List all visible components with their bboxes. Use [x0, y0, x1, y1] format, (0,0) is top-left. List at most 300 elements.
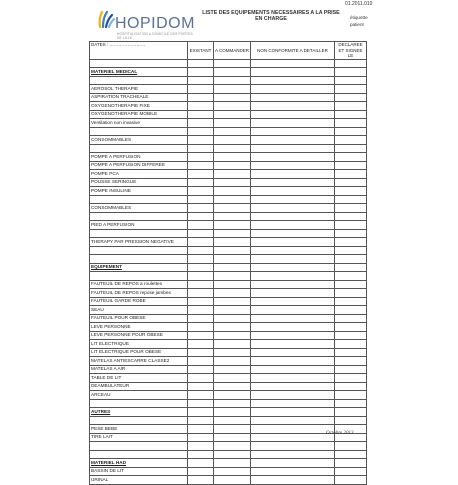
checklist-cell[interactable] [214, 212, 251, 221]
checklist-cell[interactable] [188, 85, 214, 94]
checklist-cell[interactable] [251, 433, 335, 442]
checklist-cell[interactable] [188, 459, 214, 468]
checklist-cell[interactable] [335, 187, 367, 196]
checklist-cell[interactable] [214, 280, 251, 289]
row-label [90, 59, 188, 68]
checklist-cell[interactable] [214, 442, 251, 451]
checklist-cell[interactable] [251, 408, 335, 417]
table-row [90, 144, 367, 153]
checklist-cell[interactable] [251, 221, 335, 230]
checklist-cell[interactable] [335, 459, 367, 468]
checklist-cell[interactable] [214, 348, 251, 357]
row-label: FAUTEUIL DE REPOS repose jambes [90, 289, 188, 298]
checklist-cell[interactable] [335, 68, 367, 77]
table-row [90, 382, 367, 391]
row-label: MATERIEL MEDICAL [90, 68, 188, 77]
checklist-cell[interactable] [214, 238, 251, 247]
table-row [90, 127, 367, 136]
row-label: MATERIEL HAD [90, 459, 188, 468]
checklist-cell[interactable] [251, 229, 335, 238]
checklist-cell[interactable] [251, 144, 335, 153]
table-row [90, 76, 367, 85]
checklist-cell[interactable] [335, 212, 367, 221]
logo-tagline: HOSPITALISATION A DOMICILE DES PORTES DE LILLE [117, 32, 193, 40]
checklist-cell[interactable] [188, 246, 214, 255]
table-row [90, 289, 367, 298]
row-label: CONSOMMABLES [90, 136, 188, 145]
checklist-cell[interactable] [251, 68, 335, 77]
table-row [90, 59, 367, 68]
checklist-cell[interactable] [251, 255, 335, 264]
checklist-cell[interactable] [188, 255, 214, 264]
column-header-declaree: DECLAREE ET SIGNEE LE [335, 42, 367, 60]
checklist-cell[interactable] [335, 102, 367, 111]
checklist-cell[interactable] [335, 391, 367, 400]
checklist-cell[interactable] [188, 340, 214, 349]
checklist-cell[interactable] [251, 331, 335, 340]
checklist-cell[interactable] [251, 204, 335, 213]
checklist-cell[interactable] [251, 161, 335, 170]
logo-wordmark: HOPIDOM [115, 15, 195, 32]
checklist-cell[interactable] [188, 195, 214, 204]
table-row [90, 246, 367, 255]
checklist-cell[interactable] [251, 297, 335, 306]
table-row [90, 170, 367, 179]
checklist-cell[interactable] [335, 348, 367, 357]
checklist-cell[interactable] [188, 221, 214, 230]
row-label [90, 195, 188, 204]
checklist-cell[interactable] [214, 195, 251, 204]
checklist-cell[interactable] [188, 170, 214, 179]
checklist-cell[interactable] [188, 425, 214, 434]
checklist-cell[interactable] [214, 229, 251, 238]
checklist-cell[interactable] [188, 357, 214, 366]
hopidom-logo [96, 9, 196, 43]
checklist-cell[interactable] [214, 289, 251, 298]
checklist-cell[interactable] [251, 238, 335, 247]
checklist-cell[interactable] [214, 59, 251, 68]
checklist-cell[interactable] [251, 306, 335, 315]
row-label: LEVE PERSONNE [90, 323, 188, 332]
checklist-cell[interactable] [188, 382, 214, 391]
column-header-existant: EXISTANT [188, 42, 214, 60]
checklist-cell[interactable] [251, 442, 335, 451]
checklist-cell[interactable] [251, 170, 335, 179]
checklist-cell[interactable] [188, 59, 214, 68]
checklist-cell[interactable] [188, 331, 214, 340]
checklist-cell[interactable] [214, 399, 251, 408]
checklist-cell[interactable] [188, 348, 214, 357]
checklist-cell[interactable] [335, 221, 367, 230]
checklist-cell[interactable] [214, 102, 251, 111]
checklist-cell[interactable] [251, 476, 335, 485]
checklist-cell[interactable] [335, 127, 367, 136]
checklist-cell[interactable] [188, 272, 214, 281]
checklist-cell[interactable] [188, 212, 214, 221]
table-row [90, 442, 367, 451]
checklist-cell[interactable] [335, 272, 367, 281]
checklist-cell[interactable] [251, 263, 335, 272]
checklist-cell[interactable] [188, 280, 214, 289]
table-row [90, 467, 367, 476]
checklist-cell[interactable] [335, 374, 367, 383]
row-label: ARCEAU [90, 391, 188, 400]
checklist-cell[interactable] [251, 59, 335, 68]
checklist-cell[interactable] [214, 272, 251, 281]
checklist-cell[interactable] [251, 85, 335, 94]
checklist-cell[interactable] [214, 144, 251, 153]
checklist-cell[interactable] [188, 153, 214, 162]
table-row [90, 238, 367, 247]
checklist-cell[interactable] [251, 272, 335, 281]
table-row [90, 255, 367, 264]
table-row [90, 178, 367, 187]
table-row [90, 93, 367, 102]
checklist-cell[interactable] [251, 399, 335, 408]
checklist-cell[interactable] [188, 204, 214, 213]
checklist-cell[interactable] [214, 119, 251, 128]
checklist-cell[interactable] [188, 323, 214, 332]
checklist-cell[interactable] [251, 374, 335, 383]
row-label [90, 399, 188, 408]
checklist-cell[interactable] [188, 76, 214, 85]
checklist-cell[interactable] [251, 425, 335, 434]
checklist-cell[interactable] [214, 204, 251, 213]
checklist-cell[interactable] [335, 93, 367, 102]
checklist-cell[interactable] [251, 340, 335, 349]
row-label: DEAMBULATEUR [90, 382, 188, 391]
checklist-cell[interactable] [214, 357, 251, 366]
checklist-cell[interactable] [335, 204, 367, 213]
checklist-cell[interactable] [251, 136, 335, 145]
table-row [90, 425, 367, 434]
checklist-cell[interactable] [335, 467, 367, 476]
row-label [90, 212, 188, 221]
checklist-cell[interactable] [335, 280, 367, 289]
table-row [90, 323, 367, 332]
checklist-cell[interactable] [214, 85, 251, 94]
checklist-cell[interactable] [251, 289, 335, 298]
table-row [90, 161, 367, 170]
checklist-cell[interactable] [188, 187, 214, 196]
row-label: MATELAS ANTIESCARRE CLASSE2 [90, 357, 188, 366]
table-row [90, 306, 367, 315]
checklist-cell[interactable] [214, 382, 251, 391]
checklist-cell[interactable] [188, 289, 214, 298]
checklist-cell[interactable] [214, 170, 251, 179]
table-row [90, 340, 367, 349]
checklist-cell[interactable] [188, 136, 214, 145]
table-row [90, 153, 367, 162]
checklist-cell[interactable] [214, 476, 251, 485]
column-header-a-commander: A COMMANDER [214, 42, 251, 60]
checklist-cell[interactable] [251, 153, 335, 162]
checklist-cell[interactable] [188, 306, 214, 315]
checklist-cell[interactable] [188, 238, 214, 247]
checklist-cell[interactable] [188, 374, 214, 383]
checklist-cell[interactable] [251, 382, 335, 391]
row-label [90, 255, 188, 264]
checklist-cell[interactable] [251, 127, 335, 136]
checklist-cell[interactable] [251, 76, 335, 85]
checklist-cell[interactable] [251, 119, 335, 128]
checklist-cell[interactable] [214, 408, 251, 417]
checklist-cell[interactable] [214, 110, 251, 119]
checklist-cell[interactable] [251, 391, 335, 400]
checklist-cell[interactable] [214, 161, 251, 170]
row-label: LEVE PERSONNE POUR OBESE [90, 331, 188, 340]
row-label [90, 144, 188, 153]
row-label: POMPE A PERFUSION [90, 153, 188, 162]
row-label: PIED A PERFUSION [90, 221, 188, 230]
column-header-dates[interactable]: DATES : …………………… [90, 42, 188, 60]
row-label: POMPE INSULINE [90, 187, 188, 196]
row-label: POMPE A PERFUSION DIFFEREE [90, 161, 188, 170]
checklist-cell[interactable] [188, 263, 214, 272]
checklist-cell[interactable] [335, 357, 367, 366]
checklist-cell[interactable] [335, 340, 367, 349]
checklist-cell[interactable] [335, 255, 367, 264]
checklist-cell[interactable] [335, 170, 367, 179]
checklist-cell[interactable] [188, 365, 214, 374]
checklist-cell[interactable] [188, 127, 214, 136]
row-label: FAUTEUIL POUR OBESE [90, 314, 188, 323]
checklist-cell[interactable] [214, 136, 251, 145]
row-label: ASPIRATION TRACHEALE [90, 93, 188, 102]
checklist-cell[interactable] [214, 323, 251, 332]
checklist-cell[interactable] [335, 76, 367, 85]
checklist-cell[interactable] [335, 246, 367, 255]
checklist-cell[interactable] [188, 450, 214, 459]
checklist-cell[interactable] [188, 110, 214, 119]
checklist-cell[interactable] [188, 416, 214, 425]
checklist-cell[interactable] [214, 459, 251, 468]
checklist-cell[interactable] [214, 391, 251, 400]
table-section-row [90, 408, 367, 417]
checklist-cell[interactable] [251, 178, 335, 187]
checklist-cell[interactable] [251, 416, 335, 425]
row-label: BASSIN DE LIT [90, 467, 188, 476]
table-row [90, 314, 367, 323]
table-row [90, 399, 367, 408]
checklist-cell[interactable] [335, 382, 367, 391]
checklist-cell[interactable] [251, 212, 335, 221]
document-reference: 01.2011.010 [345, 1, 373, 7]
table-row [90, 374, 367, 383]
checklist-cell[interactable] [251, 246, 335, 255]
checklist-cell[interactable] [214, 93, 251, 102]
table-row [90, 450, 367, 459]
checklist-cell[interactable] [335, 195, 367, 204]
checklist-cell[interactable] [188, 467, 214, 476]
checklist-cell[interactable] [251, 195, 335, 204]
row-label: URINAL [90, 476, 188, 485]
checklist-cell[interactable] [251, 365, 335, 374]
table-row [90, 297, 367, 306]
equipment-table [89, 41, 367, 485]
checklist-cell[interactable] [214, 306, 251, 315]
table-row [90, 187, 367, 196]
checklist-cell[interactable] [335, 136, 367, 145]
checklist-cell[interactable] [335, 331, 367, 340]
table-row [90, 416, 367, 425]
checklist-cell[interactable] [251, 323, 335, 332]
checklist-cell[interactable] [251, 280, 335, 289]
checklist-cell[interactable] [214, 263, 251, 272]
checklist-cell[interactable] [335, 297, 367, 306]
checklist-cell[interactable] [214, 433, 251, 442]
checklist-cell[interactable] [214, 246, 251, 255]
checklist-cell[interactable] [335, 365, 367, 374]
row-label: MATELAS A AIR [90, 365, 188, 374]
checklist-cell[interactable] [251, 314, 335, 323]
row-label [90, 76, 188, 85]
checklist-cell[interactable] [188, 408, 214, 417]
column-header-non-conformite: NON CONFORMITE A DETAILLER [251, 42, 335, 60]
row-label: SEAU [90, 306, 188, 315]
checklist-cell[interactable] [214, 255, 251, 264]
checklist-cell[interactable] [214, 340, 251, 349]
table-header-row [90, 42, 367, 60]
row-label: CONSOMMABLES [90, 204, 188, 213]
table-row [90, 391, 367, 400]
row-label: PESE BEBE [90, 425, 188, 434]
checklist-cell[interactable] [251, 348, 335, 357]
checklist-cell[interactable] [251, 187, 335, 196]
row-label: TABLE DE LIT [90, 374, 188, 383]
checklist-cell[interactable] [214, 187, 251, 196]
checklist-cell[interactable] [335, 238, 367, 247]
row-label: POMPE PCA [90, 170, 188, 179]
checklist-cell[interactable] [335, 85, 367, 94]
row-label: LIT ELECTRIQUE [90, 340, 188, 349]
table-row [90, 331, 367, 340]
checklist-cell[interactable] [188, 399, 214, 408]
row-label [90, 416, 188, 425]
checklist-cell[interactable] [188, 391, 214, 400]
checklist-cell[interactable] [251, 467, 335, 476]
row-label: AUTRES [90, 408, 188, 417]
checklist-cell[interactable] [335, 306, 367, 315]
table-row [90, 272, 367, 281]
patient-label-placeholder: étiquette patient [350, 15, 368, 27]
checklist-cell[interactable] [188, 314, 214, 323]
checklist-cell[interactable] [335, 476, 367, 485]
checklist-cell[interactable] [335, 110, 367, 119]
checklist-cell[interactable] [214, 178, 251, 187]
checklist-cell[interactable] [214, 374, 251, 383]
table-row [90, 85, 367, 94]
checklist-cell[interactable] [251, 357, 335, 366]
checklist-cell[interactable] [335, 119, 367, 128]
row-label [90, 272, 188, 281]
checklist-cell[interactable] [188, 93, 214, 102]
row-label [90, 442, 188, 451]
table-row [90, 204, 367, 213]
checklist-cell[interactable] [335, 450, 367, 459]
checklist-cell[interactable] [335, 153, 367, 162]
checklist-cell[interactable] [335, 229, 367, 238]
checklist-cell[interactable] [214, 467, 251, 476]
checklist-cell[interactable] [251, 459, 335, 468]
checklist-cell[interactable] [251, 93, 335, 102]
document-title: LISTE DES EQUIPEMENTS NECESSAIRES A LA PRISE EN CHARGE [202, 10, 340, 23]
table-row [90, 195, 367, 204]
checklist-cell[interactable] [188, 476, 214, 485]
checklist-cell[interactable] [188, 144, 214, 153]
footer-date: Octobre 2013 [326, 431, 354, 436]
checklist-cell[interactable] [188, 68, 214, 77]
table-section-row [90, 459, 367, 468]
checklist-cell[interactable] [214, 416, 251, 425]
checklist-cell[interactable] [188, 161, 214, 170]
checklist-cell[interactable] [335, 289, 367, 298]
row-label: OXYGENOTHERAPIE MOBILE [90, 110, 188, 119]
table-row [90, 476, 367, 485]
table-row [90, 357, 367, 366]
checklist-cell[interactable] [335, 263, 367, 272]
row-label: AEROSOL THERAPIE [90, 85, 188, 94]
row-label: FAUTEUIL DE REPOS a roulettes [90, 280, 188, 289]
checklist-cell[interactable] [214, 314, 251, 323]
row-label [90, 229, 188, 238]
checklist-cell[interactable] [335, 399, 367, 408]
checklist-cell[interactable] [188, 297, 214, 306]
checklist-cell[interactable] [214, 76, 251, 85]
checklist-cell[interactable] [335, 314, 367, 323]
checklist-cell[interactable] [335, 442, 367, 451]
checklist-cell[interactable] [335, 323, 367, 332]
checklist-cell[interactable] [335, 59, 367, 68]
checklist-cell[interactable] [214, 153, 251, 162]
checklist-cell[interactable] [335, 144, 367, 153]
checklist-cell[interactable] [335, 178, 367, 187]
checklist-cell[interactable] [214, 450, 251, 459]
checklist-cell[interactable] [188, 229, 214, 238]
checklist-cell[interactable] [214, 297, 251, 306]
row-label [90, 246, 188, 255]
checklist-cell[interactable] [335, 416, 367, 425]
checklist-cell[interactable] [214, 425, 251, 434]
checklist-cell[interactable] [214, 331, 251, 340]
checklist-cell[interactable] [214, 68, 251, 77]
checklist-cell[interactable] [335, 408, 367, 417]
table-row [90, 212, 367, 221]
table-row [90, 110, 367, 119]
checklist-cell[interactable] [188, 178, 214, 187]
table-row [90, 280, 367, 289]
checklist-cell[interactable] [251, 102, 335, 111]
checklist-cell[interactable] [188, 102, 214, 111]
row-label: Ventilation non invasive [90, 119, 188, 128]
checklist-cell[interactable] [214, 221, 251, 230]
row-label: EQUIPEMENT [90, 263, 188, 272]
hands-logo-icon [96, 9, 116, 29]
checklist-cell[interactable] [251, 110, 335, 119]
checklist-cell[interactable] [188, 433, 214, 442]
checklist-cell[interactable] [335, 161, 367, 170]
checklist-cell[interactable] [188, 442, 214, 451]
row-label [90, 450, 188, 459]
table-row [90, 365, 367, 374]
checklist-cell[interactable] [188, 119, 214, 128]
table-section-row [90, 68, 367, 77]
checklist-cell[interactable] [214, 365, 251, 374]
checklist-cell[interactable] [251, 450, 335, 459]
checklist-cell[interactable] [214, 127, 251, 136]
row-label: LIT ELECTRIQUE POUR OBESE [90, 348, 188, 357]
row-label [90, 127, 188, 136]
